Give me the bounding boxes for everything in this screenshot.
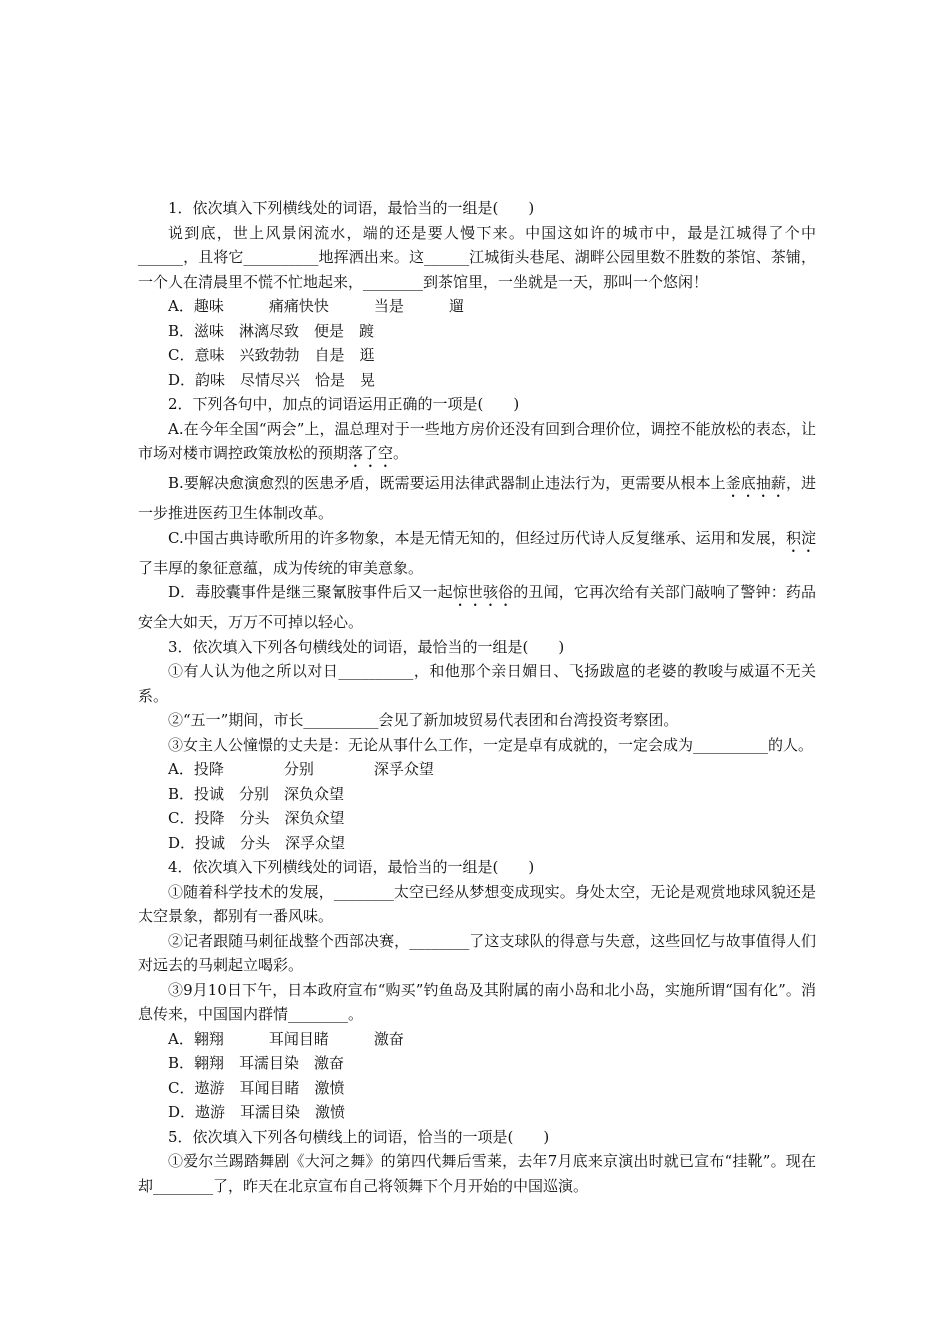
q3-option-a: A．投降 分别 深孚众望 [168,760,434,778]
q4-sentence-2: ②记者跟随马刺征战整个西部决赛，________了这支球队的得意与失意，这些回忆与故事值得人们对远去的马刺起立喝彩。 [138,931,816,974]
q4-stem: 4．依次填入下列横线处的词语，最恰当的一组是( ) [168,858,535,876]
q1-option-d: D．韵味 尽情尽兴 恰是 晃 [168,370,376,389]
q2-option-b [138,471,816,526]
q2-b-text-end: ，进一步推进医药卫生体制改革。 [138,474,816,522]
q5-stem: 5．依次填入下列各句横线上的词语，恰当的一项是( ) [168,1127,550,1146]
q4-option-a: A．翱翔 耳闻目睹 激奋 [168,1029,404,1048]
q3-option-c: C．投降 分头 深负众望 [168,809,345,827]
q3-option-d: D．投诚 分头 深孚众望 [168,833,346,852]
q4-option-b: B．翱翔 耳濡目染 激奋 [168,1054,345,1072]
q3-stem: 3．依次填入下列各句横线处的词语，最恰当的一组是( ) [168,637,565,656]
q3-sentence-1: ①有人认为他之所以对日__________，和他那个亲日媚日、飞扬跋扈的老婆的教唆与威逼不无关系。 [138,662,816,705]
q2-c-text-end: 了丰厚的象征意蕴，成为传统的审美意象。 [138,558,424,577]
q3-sentence-3: ③女主人公憧憬的丈夫是：无论从事什么工作，一定是卓有成就的，一定会成为__________的人。 [168,735,814,754]
q4-option-c: C．遨游 耳闻目睹 激愤 [168,1078,345,1097]
q2-stem: 2．下列各句中，加点的词语运用正确的一项是( ) [168,395,520,413]
q2-c-dotted-word: 积淀 [785,528,816,547]
q2-option-a [138,417,816,472]
exercise-page [138,196,816,1198]
q2-option-d [138,580,816,635]
q1-option-a: A．趣味 痛痛快快 当是 遛 [168,297,464,315]
q2-a-text-end: 。 [393,444,409,462]
q2-option-c [138,526,816,581]
q1-option-b: B．滋味 淋漓尽致 便是 踱 [168,321,375,340]
q1-option-c: C．意味 兴致勃勃 自是 逛 [168,346,375,364]
q2-c-text: C.中国古典诗歌所用的许多物象，本是无情无知的，但经过历代诗人反复继承、运用和发展， [168,528,786,547]
q2-a-dotted-word: 落了空 [348,444,394,462]
q2-b-text: B.要解决愈演愈烈的医患矛盾，既需要运用法律武器制止违法行为，更需要从根本上 [168,474,726,492]
q2-b-dotted-word: 釜底抽薪 [725,474,786,492]
q3-sentence-2: ②“五一”期间，市长__________会见了新加坡贸易代表团和台湾投资考察团。 [168,711,679,729]
q4-option-d: D．遨游 耳濡目染 激愤 [168,1103,346,1121]
q3-option-b: B．投诚 分别 深负众望 [168,784,345,803]
q1-stem: 1．依次填入下列横线处的词语，最恰当的一组是( ) [168,199,535,217]
q2-a-text: A.在今年全国“两会”上，温总理对于一些地方房价还没有回到合理价位，调控不能放松的表态，让市场对楼市调控政策放松的预期 [138,419,816,462]
q1-passage: 说到底，世上风景闲流水，端的还是要人慢下来。中国这如许的城市中，最是江城得了个中______，且将它__________地挥洒出来。这______江城街头巷尾、湖畔公园里数不胜数的茶馆、茶铺，一个人在清晨里不慌不忙地起来，________到茶馆里，一坐就是一天，那叫一个悠闲！ [138,223,816,291]
q5-sentence-1: ①爱尔兰踢踏舞剧《大河之舞》的第四代舞后雪莱，去年7月底来京演出时就已宣布“挂靴”。现在却________了，昨天在北京宣布自己将领舞下个月开始的中国巡演。 [138,1152,816,1195]
q2-d-dotted-word: 惊世骇俗 [452,583,514,601]
q4-sentence-1: ①随着科学技术的发展，________太空已经从梦想变成现实。身处太空，无论是观赏地球风貌还是太空景象，都别有一番风味。 [138,882,816,925]
q4-sentence-3: ③9月10日下午，日本政府宣布“购买”钓鱼岛及其附属的南小岛和北小岛，实施所谓“国有化”。消息传来，中国国内群情________。 [138,980,816,1023]
q2-d-text: D．毒胶囊事件是继三聚氰胺事件后又一起 [168,583,453,601]
q2-d-text-end: 的丑闻，它再次给有关部门敲响了警钟：药品安全大如天，万万不可掉以轻心。 [138,583,816,631]
